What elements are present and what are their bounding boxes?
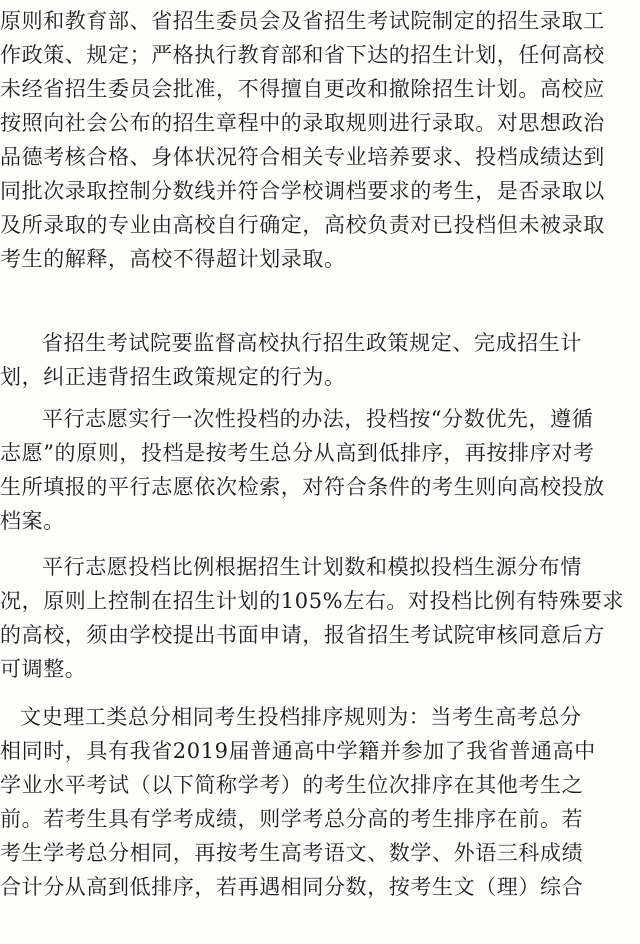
text-line: 平行志愿实行一次性投档的办法，投档按“分数优先，遵循 <box>42 407 594 431</box>
paragraph-parallel-volunteer <box>0 402 640 538</box>
paragraph-admission-rules <box>0 4 640 276</box>
text-line: 相同时，具有我省2019届普通高中学籍并参加了我省普通高中 <box>0 739 596 763</box>
text-line: 学业水平考试（以下简称学考）的考生位次排序在其他考生之 <box>0 773 584 797</box>
text-line: 及所录取的专业由高校自行确定，高校负责对已投档但未被录取 <box>0 213 605 237</box>
text-line: 平行志愿投档比例根据招生计划数和模拟投档生源分布情 <box>42 555 582 579</box>
text-line: 划，纠正违背招生政策规定的行为。 <box>0 365 346 389</box>
text-line: 考生学考总分相同，再按考生高考语文、数学、外语三科成绩 <box>0 841 584 865</box>
text-line: 档案。 <box>0 509 65 533</box>
text-line: 文史理工类总分相同考生投档排序规则为：当考生高考总分 <box>20 705 582 729</box>
text-line: 同批次录取控制分数线并符合学校调档要求的考生，是否录取以 <box>0 179 605 203</box>
paragraph-submission-ratio <box>0 550 640 686</box>
text-line: 况，原则上控制在招生计划的105%左右。对投档比例有特殊要求 <box>0 589 625 613</box>
text-line: 省招生考试院要监督高校执行招生政策规定、完成招生计 <box>42 331 582 355</box>
text-line: 的高校，须由学校提出书面申请，报省招生考试院审核同意后方 <box>0 623 605 647</box>
text-line: 作政策、规定；严格执行教育部和省下达的招生计划，任何高校 <box>0 43 605 67</box>
text-line: 按照向社会公布的招生章程中的录取规则进行录取。对思想政治 <box>0 111 605 135</box>
paragraph-tie-break-rules <box>0 700 640 904</box>
text-line: 可调整。 <box>0 657 87 681</box>
text-line: 未经省招生委员会批准，不得擅自更改和撤除招生计划。高校应 <box>0 77 605 101</box>
text-line: 原则和教育部、省招生委员会及省招生考试院制定的招生录取工 <box>0 9 605 33</box>
text-line: 考生的解释，高校不得超计划录取。 <box>0 247 346 271</box>
text-line: 合计分从高到低排序，若再遇相同分数，按考生文（理）综合 <box>0 875 584 899</box>
text-line: 生所填报的平行志愿依次检索，对符合条件的考生则向高校投放 <box>0 475 605 499</box>
text-line: 品德考核合格、身体状况符合相关专业培养要求、投档成绩达到 <box>0 145 605 169</box>
text-line: 前。若考生具有学考成绩，则学考总分高的考生排序在前。若 <box>0 807 584 831</box>
text-line: 志愿”的原则，投档是按考生总分从高到低排序，再按排序对考 <box>0 441 595 465</box>
paragraph-supervision <box>0 326 640 394</box>
